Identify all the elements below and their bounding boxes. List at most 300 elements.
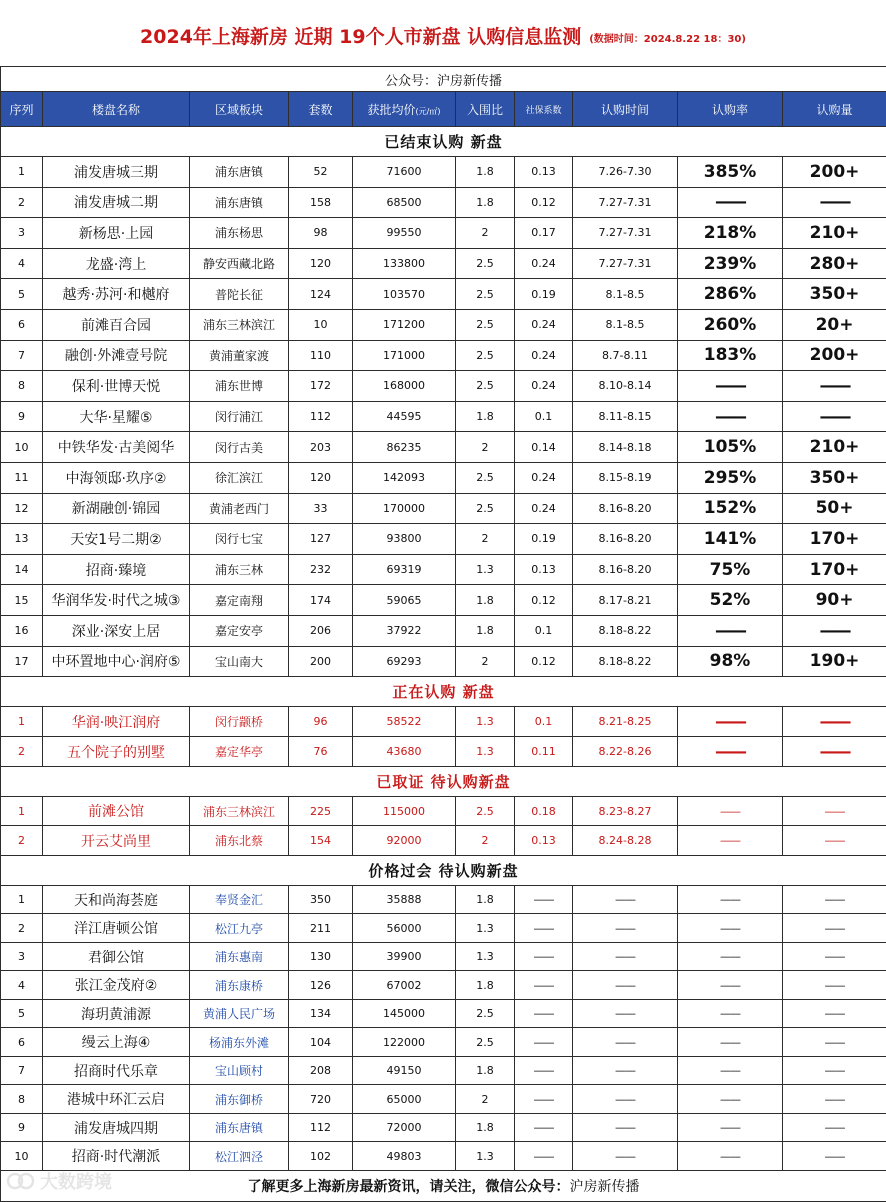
cell-name: 浦发唐城四期 xyxy=(43,1113,190,1142)
cell-amount: —— xyxy=(783,1085,886,1114)
cell-rate: 105% xyxy=(678,432,783,463)
cell-amount: 350+ xyxy=(783,279,886,310)
cell-district: 嘉定华亭 xyxy=(190,737,289,767)
cell-time: 8.10-8.14 xyxy=(573,371,678,402)
table-row xyxy=(1,248,886,279)
cell-amount: 200+ xyxy=(783,157,886,188)
cell-seq: 1 xyxy=(1,157,43,188)
cell-rate: —— xyxy=(678,1028,783,1057)
cell-social: —— xyxy=(515,942,573,971)
table-row xyxy=(1,942,886,971)
header-social: 社保系数 xyxy=(515,92,573,127)
cell-seq: 3 xyxy=(1,942,43,971)
cell-seq: 15 xyxy=(1,585,43,616)
cell-amount: 280+ xyxy=(783,248,886,279)
cell-rate: 295% xyxy=(678,462,783,493)
cell-time: —— xyxy=(573,942,678,971)
cell-social: 0.14 xyxy=(515,432,573,463)
cell-amount: 170+ xyxy=(783,524,886,555)
cell-district: 浦东世博 xyxy=(190,371,289,402)
cell-ratio: 1.8 xyxy=(456,585,515,616)
cell-district: 浦东惠南 xyxy=(190,942,289,971)
cell-time: 8.18-8.22 xyxy=(573,646,678,677)
cell-name: 天安1号二期② xyxy=(43,524,190,555)
header-ratio: 入围比 xyxy=(456,92,515,127)
cell-ratio: 1.3 xyxy=(456,737,515,767)
table-row xyxy=(1,279,886,310)
cell-price: 49803 xyxy=(353,1142,456,1171)
cell-social: 0.12 xyxy=(515,187,573,218)
cell-ratio: 1.8 xyxy=(456,971,515,1000)
watermark xyxy=(6,1168,112,1194)
table-row xyxy=(1,340,886,371)
cell-rate: 152% xyxy=(678,493,783,524)
cell-price: 69293 xyxy=(353,646,456,677)
cell-district: 黄浦老西门 xyxy=(190,493,289,524)
cell-district: 浦东杨思 xyxy=(190,218,289,249)
cell-time: —— xyxy=(573,1085,678,1114)
table-row xyxy=(1,914,886,943)
cell-units: 110 xyxy=(289,340,353,371)
cell-district: 浦东唐镇 xyxy=(190,157,289,188)
cell-name: 龙盛·湾上 xyxy=(43,248,190,279)
cell-price: 68500 xyxy=(353,187,456,218)
cell-units: 112 xyxy=(289,401,353,432)
cell-ratio: 2 xyxy=(456,218,515,249)
cell-units: 127 xyxy=(289,524,353,555)
cell-rate: —— xyxy=(678,401,783,432)
page-title: 2024年上海新房 近期 19个人市新盘 认购信息监测 xyxy=(140,22,581,49)
section-row-finished xyxy=(1,127,886,157)
cell-units: 206 xyxy=(289,615,353,646)
header-district: 区域板块 xyxy=(190,92,289,127)
subtitle-row xyxy=(1,67,886,92)
cell-seq: 1 xyxy=(1,885,43,914)
cell-price: 171200 xyxy=(353,309,456,340)
section-row-certified xyxy=(1,767,886,797)
cell-seq: 11 xyxy=(1,462,43,493)
cell-name: 华润·映江润府 xyxy=(43,707,190,737)
table-row xyxy=(1,585,886,616)
cell-district: 浦东御桥 xyxy=(190,1085,289,1114)
cell-name: 融创·外滩壹号院 xyxy=(43,340,190,371)
cell-name: 招商·时代潮派 xyxy=(43,1142,190,1171)
cell-social: —— xyxy=(515,1056,573,1085)
cell-time: 7.26-7.30 xyxy=(573,157,678,188)
table-row xyxy=(1,707,886,737)
cell-social: 0.24 xyxy=(515,493,573,524)
wechat-account-subtitle: 公众号：沪房新传播 xyxy=(1,67,886,92)
cell-social: 0.12 xyxy=(515,646,573,677)
cell-rate: —— xyxy=(678,1056,783,1085)
cell-district: 嘉定安亭 xyxy=(190,615,289,646)
cell-district: 浦东三林滨江 xyxy=(190,797,289,826)
cell-price: 58522 xyxy=(353,707,456,737)
cell-ratio: 2 xyxy=(456,432,515,463)
table-row xyxy=(1,1142,886,1171)
cell-units: 134 xyxy=(289,999,353,1028)
cell-social: 0.12 xyxy=(515,585,573,616)
cell-rate: —— xyxy=(678,615,783,646)
cell-time: —— xyxy=(573,999,678,1028)
cell-seq: 5 xyxy=(1,999,43,1028)
table-row xyxy=(1,309,886,340)
subscription-table xyxy=(0,66,886,1202)
title-bar xyxy=(0,0,886,66)
cell-rate: —— xyxy=(678,1113,783,1142)
cell-social: 0.13 xyxy=(515,826,573,855)
section-row-price_meeting xyxy=(1,855,886,885)
cell-amount: —— xyxy=(783,707,886,737)
cell-price: 133800 xyxy=(353,248,456,279)
cell-district: 徐汇滨江 xyxy=(190,462,289,493)
cell-time: 8.16-8.20 xyxy=(573,524,678,555)
cell-district: 黄浦董家渡 xyxy=(190,340,289,371)
cell-time: —— xyxy=(573,914,678,943)
cell-price: 99550 xyxy=(353,218,456,249)
cell-name: 中海领邸·玖序② xyxy=(43,462,190,493)
cell-amount: 200+ xyxy=(783,340,886,371)
cell-rate: —— xyxy=(678,942,783,971)
cell-time: 8.17-8.21 xyxy=(573,585,678,616)
cell-social: 0.18 xyxy=(515,797,573,826)
cell-district: 浦东唐镇 xyxy=(190,187,289,218)
cell-price: 37922 xyxy=(353,615,456,646)
cell-name: 大华·星耀⑤ xyxy=(43,401,190,432)
cell-rate: —— xyxy=(678,885,783,914)
table-row xyxy=(1,462,886,493)
cell-amount: —— xyxy=(783,1028,886,1057)
cell-social: 0.1 xyxy=(515,707,573,737)
section-row-ongoing xyxy=(1,677,886,707)
cell-seq: 5 xyxy=(1,279,43,310)
section-title-finished: 已结束认购 新盘 xyxy=(1,127,886,157)
table-row xyxy=(1,218,886,249)
header-amount: 认购量 xyxy=(783,92,886,127)
cell-time: 7.27-7.31 xyxy=(573,248,678,279)
section-title-ongoing: 正在认购 新盘 xyxy=(1,677,886,707)
table-row xyxy=(1,646,886,677)
cell-social: 0.24 xyxy=(515,462,573,493)
header-row xyxy=(1,92,886,127)
cell-amount: 170+ xyxy=(783,554,886,585)
cell-social: —— xyxy=(515,1028,573,1057)
cell-social: 0.1 xyxy=(515,615,573,646)
cell-time: 8.16-8.20 xyxy=(573,554,678,585)
cell-time: 8.22-8.26 xyxy=(573,737,678,767)
cell-ratio: 2.5 xyxy=(456,248,515,279)
cell-time: 8.1-8.5 xyxy=(573,279,678,310)
cell-units: 120 xyxy=(289,462,353,493)
cell-seq: 1 xyxy=(1,707,43,737)
cell-units: 208 xyxy=(289,1056,353,1085)
cell-price: 69319 xyxy=(353,554,456,585)
cell-price: 145000 xyxy=(353,999,456,1028)
cell-name: 新杨思·上园 xyxy=(43,218,190,249)
cell-district: 浦东三林滨江 xyxy=(190,309,289,340)
cell-time: 8.21-8.25 xyxy=(573,707,678,737)
cell-district: 宝山南大 xyxy=(190,646,289,677)
footer-account: 沪房新传播 xyxy=(570,1179,640,1195)
cell-units: 33 xyxy=(289,493,353,524)
cell-district: 闵行浦江 xyxy=(190,401,289,432)
cell-units: 96 xyxy=(289,707,353,737)
cell-name: 浦发唐城二期 xyxy=(43,187,190,218)
cell-ratio: 1.3 xyxy=(456,914,515,943)
cell-price: 122000 xyxy=(353,1028,456,1057)
cell-units: 102 xyxy=(289,1142,353,1171)
table-row xyxy=(1,432,886,463)
table-row xyxy=(1,1113,886,1142)
cell-rate: —— xyxy=(678,1085,783,1114)
cell-seq: 7 xyxy=(1,1056,43,1085)
cell-units: 130 xyxy=(289,942,353,971)
cell-name: 港城中环汇云启 xyxy=(43,1085,190,1114)
cell-price: 44595 xyxy=(353,401,456,432)
cell-name: 浦发唐城三期 xyxy=(43,157,190,188)
cell-time: 8.1-8.5 xyxy=(573,309,678,340)
cell-social: —— xyxy=(515,914,573,943)
cell-district: 松江泗泾 xyxy=(190,1142,289,1171)
cell-ratio: 2 xyxy=(456,826,515,855)
cell-name: 招商·臻境 xyxy=(43,554,190,585)
cell-price: 171000 xyxy=(353,340,456,371)
cell-seq: 9 xyxy=(1,1113,43,1142)
cell-district: 松江九亭 xyxy=(190,914,289,943)
cell-amount: —— xyxy=(783,942,886,971)
cell-seq: 2 xyxy=(1,737,43,767)
cell-price: 72000 xyxy=(353,1113,456,1142)
cell-time: 8.14-8.18 xyxy=(573,432,678,463)
cell-time: 8.23-8.27 xyxy=(573,797,678,826)
cell-amount: —— xyxy=(783,615,886,646)
table-row xyxy=(1,797,886,826)
cell-rate: 75% xyxy=(678,554,783,585)
cell-rate: 52% xyxy=(678,585,783,616)
cell-ratio: 2.5 xyxy=(456,279,515,310)
cell-price: 103570 xyxy=(353,279,456,310)
cell-price: 49150 xyxy=(353,1056,456,1085)
cell-price: 142093 xyxy=(353,462,456,493)
cell-seq: 2 xyxy=(1,914,43,943)
cell-ratio: 2.5 xyxy=(456,462,515,493)
cell-time: —— xyxy=(573,1142,678,1171)
table-row xyxy=(1,615,886,646)
cell-ratio: 2.5 xyxy=(456,493,515,524)
cell-units: 232 xyxy=(289,554,353,585)
table-row xyxy=(1,971,886,1000)
table-row xyxy=(1,401,886,432)
cell-price: 115000 xyxy=(353,797,456,826)
cell-price: 39900 xyxy=(353,942,456,971)
cell-district: 嘉定南翔 xyxy=(190,585,289,616)
cell-units: 104 xyxy=(289,1028,353,1057)
cell-ratio: 1.3 xyxy=(456,707,515,737)
cell-seq: 4 xyxy=(1,248,43,279)
cell-social: 0.19 xyxy=(515,524,573,555)
cell-rate: —— xyxy=(678,707,783,737)
cell-name: 张江金茂府② xyxy=(43,971,190,1000)
cell-units: 10 xyxy=(289,309,353,340)
cell-ratio: 1.3 xyxy=(456,942,515,971)
header-units: 套数 xyxy=(289,92,353,127)
cell-amount: —— xyxy=(783,797,886,826)
cell-seq: 12 xyxy=(1,493,43,524)
cell-district: 奉贤金汇 xyxy=(190,885,289,914)
cell-social: 0.1 xyxy=(515,401,573,432)
cell-name: 华润华发·时代之城③ xyxy=(43,585,190,616)
table-row xyxy=(1,554,886,585)
cell-units: 158 xyxy=(289,187,353,218)
cell-rate: —— xyxy=(678,971,783,1000)
footer-text: 了解更多上海新房最新资讯，请关注，微信公众号： xyxy=(248,1179,570,1195)
cell-time: 8.15-8.19 xyxy=(573,462,678,493)
cell-amount: 210+ xyxy=(783,432,886,463)
cell-rate: —— xyxy=(678,914,783,943)
cell-rate: 286% xyxy=(678,279,783,310)
cell-units: 124 xyxy=(289,279,353,310)
cell-district: 宝山顾村 xyxy=(190,1056,289,1085)
footer-row xyxy=(1,1170,886,1201)
cell-name: 新湖融创·锦园 xyxy=(43,493,190,524)
cell-social: 0.24 xyxy=(515,248,573,279)
cell-units: 174 xyxy=(289,585,353,616)
cell-social: —— xyxy=(515,885,573,914)
cell-amount: 50+ xyxy=(783,493,886,524)
table-row xyxy=(1,999,886,1028)
cell-ratio: 2.5 xyxy=(456,309,515,340)
cell-name: 中铁华发·古美阅华 xyxy=(43,432,190,463)
cell-rate: —— xyxy=(678,826,783,855)
cell-price: 67002 xyxy=(353,971,456,1000)
cell-price: 71600 xyxy=(353,157,456,188)
cell-seq: 6 xyxy=(1,309,43,340)
cell-price: 93800 xyxy=(353,524,456,555)
cell-seq: 16 xyxy=(1,615,43,646)
watermark-text: 大数跨境 xyxy=(40,1168,112,1194)
cell-time: 8.24-8.28 xyxy=(573,826,678,855)
cell-units: 172 xyxy=(289,371,353,402)
cell-name: 前滩公馆 xyxy=(43,797,190,826)
cell-name: 中环置地中心·润府⑤ xyxy=(43,646,190,677)
cell-amount: 20+ xyxy=(783,309,886,340)
table-row xyxy=(1,371,886,402)
cell-name: 深业·深安上居 xyxy=(43,615,190,646)
cell-units: 120 xyxy=(289,248,353,279)
header-name: 楼盘名称 xyxy=(43,92,190,127)
cell-amount: —— xyxy=(783,187,886,218)
cell-name: 五个院子的别墅 xyxy=(43,737,190,767)
cell-seq: 13 xyxy=(1,524,43,555)
header-price-unit: (元/㎡) xyxy=(416,107,441,116)
cell-social: 0.11 xyxy=(515,737,573,767)
section-title-certified: 已取证 待认购新盘 xyxy=(1,767,886,797)
cell-name: 前滩百合园 xyxy=(43,309,190,340)
footer-notice xyxy=(1,1170,886,1201)
cell-ratio: 1.8 xyxy=(456,187,515,218)
watermark-logo-icon xyxy=(6,1170,36,1192)
cell-ratio: 1.3 xyxy=(456,554,515,585)
cell-price: 170000 xyxy=(353,493,456,524)
cell-district: 闵行颛桥 xyxy=(190,707,289,737)
header-time: 认购时间 xyxy=(573,92,678,127)
cell-seq: 1 xyxy=(1,797,43,826)
cell-price: 56000 xyxy=(353,914,456,943)
table-row xyxy=(1,187,886,218)
cell-ratio: 2.5 xyxy=(456,999,515,1028)
cell-seq: 10 xyxy=(1,432,43,463)
cell-price: 65000 xyxy=(353,1085,456,1114)
cell-social: 0.17 xyxy=(515,218,573,249)
cell-amount: —— xyxy=(783,371,886,402)
cell-ratio: 1.3 xyxy=(456,1142,515,1171)
cell-time: 7.27-7.31 xyxy=(573,218,678,249)
cell-units: 154 xyxy=(289,826,353,855)
cell-ratio: 2 xyxy=(456,524,515,555)
cell-units: 112 xyxy=(289,1113,353,1142)
cell-social: —— xyxy=(515,999,573,1028)
cell-name: 招商时代乐章 xyxy=(43,1056,190,1085)
cell-time: —— xyxy=(573,1028,678,1057)
cell-ratio: 2.5 xyxy=(456,1028,515,1057)
cell-social: 0.13 xyxy=(515,157,573,188)
table-row xyxy=(1,493,886,524)
cell-rate: —— xyxy=(678,797,783,826)
cell-amount: —— xyxy=(783,971,886,1000)
cell-name: 天和尚海荟庭 xyxy=(43,885,190,914)
cell-name: 君御公馆 xyxy=(43,942,190,971)
table-row xyxy=(1,1056,886,1085)
cell-price: 43680 xyxy=(353,737,456,767)
cell-rate: 260% xyxy=(678,309,783,340)
cell-seq: 4 xyxy=(1,971,43,1000)
cell-units: 52 xyxy=(289,157,353,188)
cell-amount: 210+ xyxy=(783,218,886,249)
cell-units: 350 xyxy=(289,885,353,914)
cell-social: 0.24 xyxy=(515,371,573,402)
cell-price: 59065 xyxy=(353,585,456,616)
cell-time: 8.7-8.11 xyxy=(573,340,678,371)
table-row xyxy=(1,826,886,855)
cell-ratio: 1.8 xyxy=(456,885,515,914)
data-timestamp: (数据时间：2024.8.22 18：30) xyxy=(589,30,746,45)
cell-seq: 14 xyxy=(1,554,43,585)
cell-name: 开云艾尚里 xyxy=(43,826,190,855)
cell-social: —— xyxy=(515,1142,573,1171)
cell-social: —— xyxy=(515,971,573,1000)
cell-district: 杨浦东外滩 xyxy=(190,1028,289,1057)
cell-district: 普陀长征 xyxy=(190,279,289,310)
cell-ratio: 2.5 xyxy=(456,371,515,402)
cell-amount: —— xyxy=(783,737,886,767)
cell-ratio: 2 xyxy=(456,1085,515,1114)
cell-units: 720 xyxy=(289,1085,353,1114)
cell-amount: 190+ xyxy=(783,646,886,677)
cell-amount: —— xyxy=(783,401,886,432)
cell-price: 86235 xyxy=(353,432,456,463)
cell-amount: —— xyxy=(783,1142,886,1171)
cell-time: 7.27-7.31 xyxy=(573,187,678,218)
cell-ratio: 1.8 xyxy=(456,1113,515,1142)
cell-name: 保利·世博天悦 xyxy=(43,371,190,402)
cell-district: 黄浦人民广场 xyxy=(190,999,289,1028)
cell-time: 8.11-8.15 xyxy=(573,401,678,432)
cell-social: —— xyxy=(515,1085,573,1114)
cell-rate: 98% xyxy=(678,646,783,677)
cell-name: 海玥黄浦源 xyxy=(43,999,190,1028)
cell-price: 168000 xyxy=(353,371,456,402)
cell-name: 洋江唐顿公馆 xyxy=(43,914,190,943)
